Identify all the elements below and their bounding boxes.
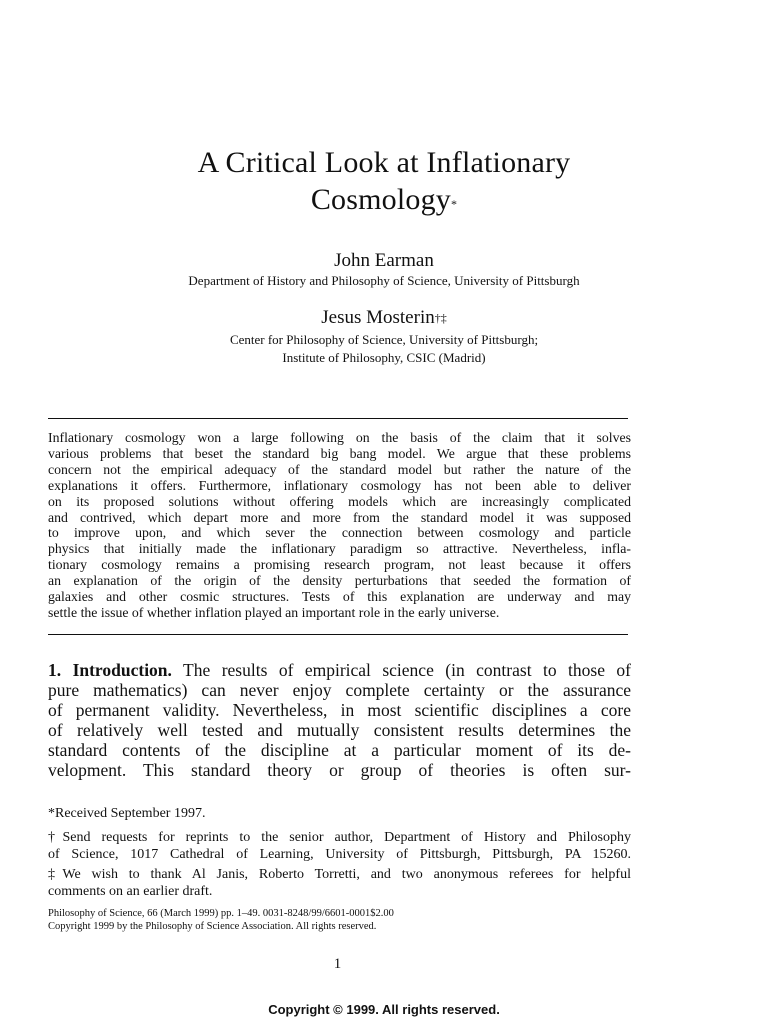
copyright-banner: Copyright © 1999. All rights reserved. [268, 1002, 500, 1017]
section-heading: 1. Introduction. [48, 660, 172, 680]
introduction-section [48, 660, 631, 781]
abstract-line: on its proposed solutions without offering models which are increasingly complicated [48, 493, 631, 509]
author-name-1 [0, 250, 768, 272]
publication-line: Copyright 1999 by the Philosophy of Science Association. All rights reserved. [48, 920, 377, 932]
author-2-affiliation-line-2: Institute of Philosophy, CSIC (Madrid) [282, 350, 486, 365]
abstract-line: tionary cosmology remains a promising research program, not least because it offers [48, 557, 631, 573]
footnote-line: of Science, 1017 Cathedral of Learning, University of Pittsburgh, Pittsburgh, PA 15260. [48, 846, 631, 862]
footnote-received [48, 806, 631, 823]
abstract-line: to improve upon, and which sever the connection between cosmology and particle [48, 525, 631, 541]
intro-line: pure mathematics) can never enjoy complete certainty or the assurance [48, 680, 631, 701]
author-2-footnote-marks: †‡ [434, 311, 447, 325]
publication-line: Philosophy of Science, 66 (March 1999) pp. 1–49. 0031-8248/99/6601-0001$2.00 [48, 908, 394, 919]
publication-info [48, 908, 631, 933]
abstract [48, 430, 631, 621]
abstract-line: physics that initially made the inflationary paradigm so attractive. Nevertheless, infla- [48, 541, 631, 557]
author-2-name-text: Jesus Mosterin [321, 307, 435, 328]
author-1-name-text: John Earman [334, 250, 434, 271]
intro-line: of relatively well tested and mutually consistent results determines the [48, 720, 631, 741]
paper-title-line-2 [0, 182, 768, 218]
intro-first-line-text: The results of empirical science (in contrast to those of [183, 660, 631, 680]
abstract-bottom-rule [48, 634, 628, 635]
paper-title-line-1: A Critical Look at Inflationary [197, 146, 571, 179]
abstract-top-rule [48, 418, 628, 419]
abstract-line: an explanation of the origin of the density perturbations that seeded the formation of [48, 573, 631, 589]
abstract-line: Inflationary cosmology won a large following on the basis of the claim that it solves [48, 430, 631, 445]
abstract-line: galaxies and other cosmic structures. Tests of this explanation are underway and may [48, 589, 631, 605]
abstract-line: various problems that beset the standard big bang model. We argue that these problems [48, 445, 631, 461]
author-name-2 [0, 307, 768, 329]
title-footnote-mark: * [450, 197, 458, 211]
footnote-line: ‡We wish to thank Al Janis, Roberto Torretti, and two anonymous referees for helpful [48, 867, 631, 882]
footnote-thanks [48, 867, 631, 900]
author-2-affiliation-line-1: Center for Philosophy of Science, University of Pittsburgh; [229, 332, 539, 347]
footnote-line: comments on an earlier draft. [48, 883, 213, 899]
footnote-line: *Received September 1997. [48, 806, 206, 821]
abstract-line: settle the issue of whether inflation played an important role in the early universe. [48, 604, 500, 620]
intro-line: standard contents of the discipline at a particular moment of its de- [48, 740, 631, 761]
paper-title-word: Cosmology [310, 183, 451, 216]
author-1-affiliation: Department of History and Philosophy of Science, University of Pittsburgh [188, 273, 580, 288]
intro-line: velopment. This standard theory or group of theories is often sur- [48, 760, 631, 781]
page-number: 1 [333, 956, 342, 972]
abstract-line: explanations it offers. Furthermore, inflationary cosmology has not been able to deliver [48, 477, 631, 493]
footnote-line: †Send requests for reprints to the senior author, Department of History and Philosophy [48, 830, 631, 845]
abstract-line: concern not the empirical adequacy of the standard model but rather the nature of the [48, 461, 631, 477]
footnote-reprints [48, 830, 631, 863]
abstract-line: and contrived, which depart more and more from the standard model it was supposed [48, 509, 631, 525]
intro-first-line [48, 660, 631, 680]
intro-line: of permanent validity. Nevertheless, in most scientific disciplines a core [48, 700, 631, 721]
